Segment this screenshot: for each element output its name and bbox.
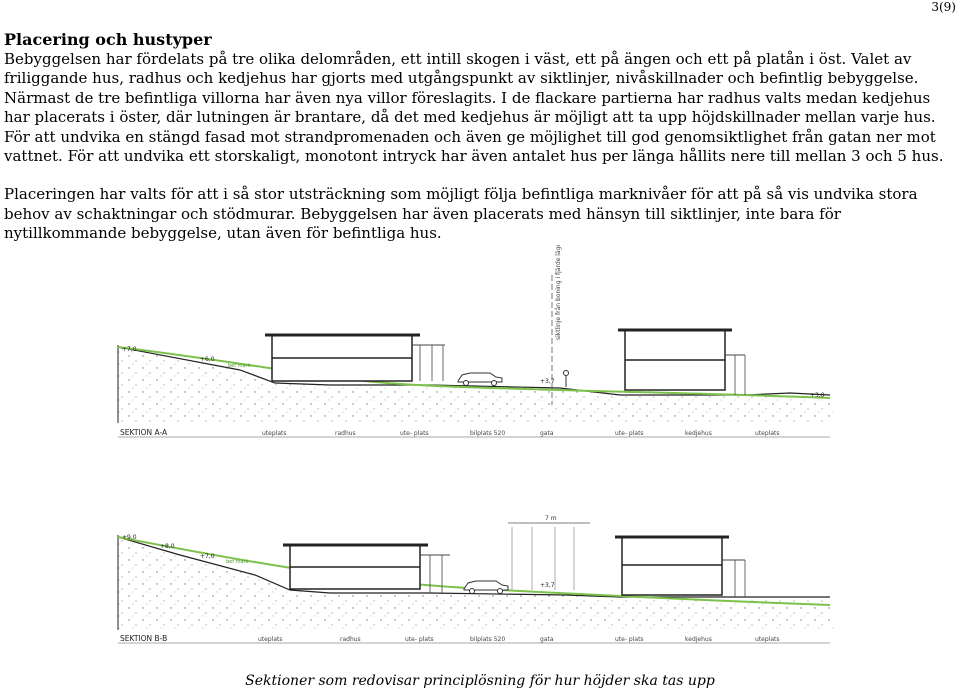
paragraph-1: Bebyggelsen har fördelats på tre olika delområden, ett intill skogen i väst, ett på ängen och ett på platån i öst. Valet av friliggande hus, radhus och kedjehus har gjorts med utgångspunkt av siktlinjer, nivåskillnader och befintlig bebyggelse. Närmast de tre befintliga villorna har även nya villor föreslagits. I de flackare partierna har radhus valts medan kedjehus har placerats i öster, där lutningen är brantare, då det med kedjehus är möjligt att ta upp höjdskillnader mellan varje hus. För att undvika en stängd fasad mot strandpromenaden och även ge möjlighet till god genomsiktlighet från gatan ner mot vattnet. För att undvika ett storskaligt, monotont intryck har även antalet hus per länga hållits nere till mellan 3 och 5 hus.	[4, 50, 944, 166]
section-a-ground-label: bef mark	[228, 363, 251, 369]
section-a-zone-2: radhus	[335, 430, 356, 437]
paragraph-2: Placeringen har valts för att i så stor utsträckning som möjligt följa befintliga marknivåer för att på så vis undvika stora behov av schaktningar och stödmurar. Bebyggelsen har även placerats med hänsyn till siktlinjer, inte bara för nytillkommande bebyggelse, utan även för befintliga hus.	[4, 185, 918, 243]
section-a-level-3: +3,7	[540, 378, 555, 385]
section-b-drawing	[118, 515, 835, 643]
section-heading: Placering och hustyper	[4, 30, 212, 49]
section-b-zone-1: uteplats	[258, 636, 283, 643]
section-a-level-1: +7,0	[122, 346, 137, 353]
section-drawings-svg	[0, 245, 960, 675]
section-a-zone-1: uteplats	[262, 430, 287, 437]
section-a-level-4: +3,0	[810, 392, 825, 399]
section-b-level-3: +7,0	[200, 553, 215, 560]
section-a-zone-8: uteplats	[755, 430, 780, 437]
section-a-title: SEKTION A-A	[120, 428, 168, 437]
section-a-zone-4: bilplats 520	[470, 430, 506, 437]
section-b-zone-2: radhus	[340, 636, 361, 643]
section-a-zone-6: ute- plats	[615, 430, 644, 437]
section-b-zone-8: uteplats	[755, 636, 780, 643]
section-b-zone-5: gata	[540, 636, 554, 643]
section-b-dimension: 7 m	[545, 515, 557, 522]
section-b-level-2: +8,0	[160, 543, 175, 550]
section-drawings	[0, 245, 960, 675]
section-b-zone-6: ute- plats	[615, 636, 644, 643]
body-text	[4, 30, 956, 263]
figure-caption: Sektioner som redovisar principlösning för hur höjder ska tas upp	[245, 673, 715, 689]
section-a-sightline-label: siktlinje från boning i fjärde läge	[555, 245, 562, 340]
section-b-zone-4: bilplats 520	[470, 636, 506, 643]
section-a-zone-3: ute- plats	[400, 430, 429, 437]
section-b-zone-3: ute- plats	[405, 636, 434, 643]
section-a-drawing	[118, 245, 835, 437]
section-b-level-1: +9,0	[122, 534, 137, 541]
page-number: 3(9)	[931, 0, 956, 14]
section-b-zone-7: kedjehus	[685, 636, 712, 643]
section-a-zone-7: kedjehus	[685, 430, 712, 437]
section-a-level-2: +6,0	[200, 356, 215, 363]
section-b-ground-label: bef mark	[226, 559, 249, 565]
section-b-level-4: +3,7	[540, 582, 555, 589]
section-b-title: SEKTION B-B	[120, 634, 168, 643]
section-a-zone-5: gata	[540, 430, 554, 437]
